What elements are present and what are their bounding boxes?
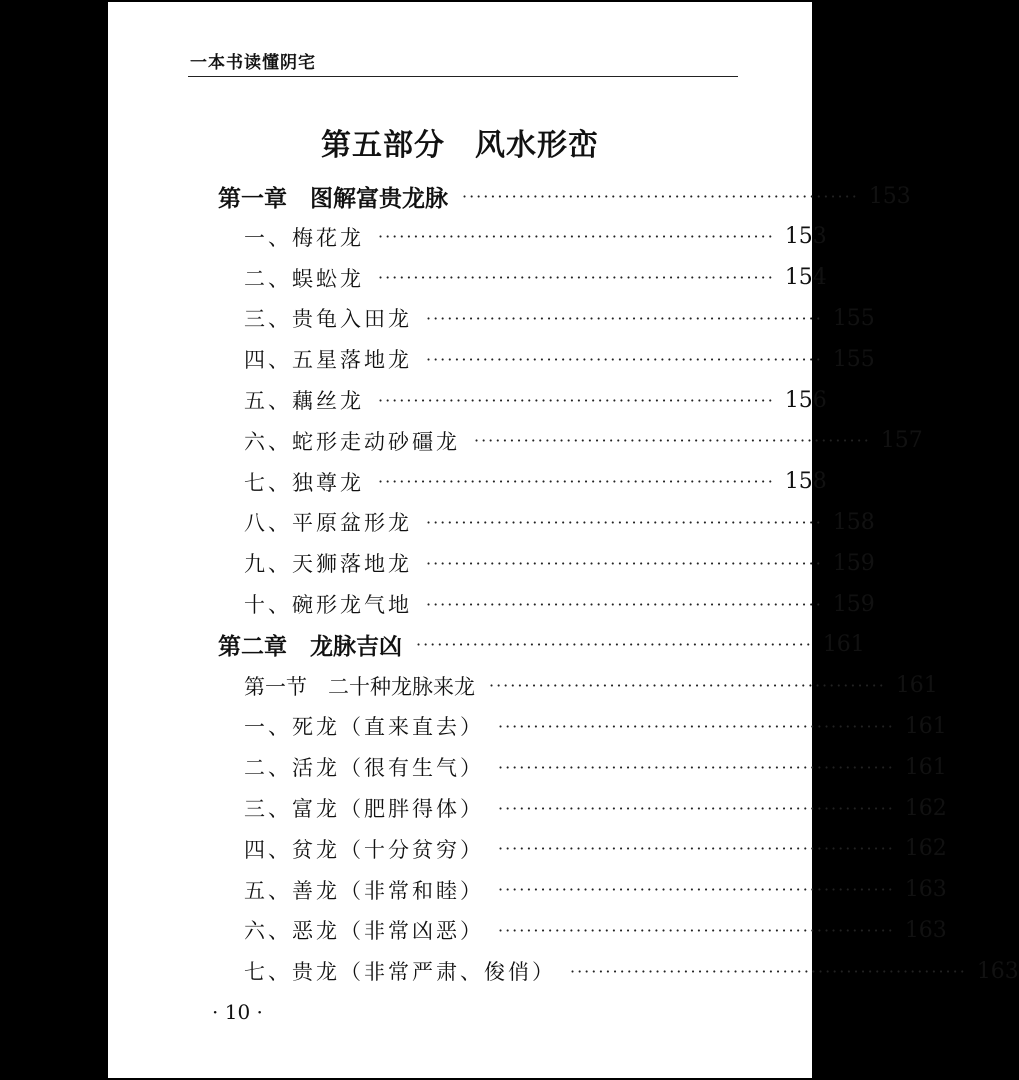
dot-leader: ························································ (426, 349, 823, 369)
toc-entry-page: 161 (895, 673, 938, 699)
toc-entry (244, 339, 875, 379)
dot-leader: ························································ (378, 472, 775, 492)
toc-entry (218, 625, 865, 665)
toc-entry-page: 153 (784, 224, 827, 250)
toc-entry-page: 159 (832, 550, 875, 576)
toc-entry (244, 706, 947, 746)
toc-entry-page: 162 (904, 795, 947, 821)
dot-leader: ························································ (426, 553, 823, 573)
dot-leader: ························································ (570, 961, 967, 981)
toc-entry (244, 462, 827, 502)
toc-entry-label: 二、活龙（很有生气） (244, 756, 484, 781)
dot-leader: ························································ (416, 635, 813, 655)
toc-entry-page: 153 (868, 183, 911, 209)
page-number: · 10 · (212, 1000, 263, 1024)
toc-entry-label: 九、天狮落地龙 (244, 552, 412, 577)
toc-entry-label: 七、独尊龙 (244, 470, 364, 495)
dot-leader: ························································ (474, 431, 871, 451)
toc-entry (244, 788, 947, 828)
dot-leader: ························································ (426, 594, 823, 614)
toc-entry-label: 一、死龙（直来直去） (244, 715, 484, 740)
toc-entry-label: 八、平原盆形龙 (244, 511, 412, 536)
toc-entry-page: 156 (784, 387, 827, 413)
toc-entry-page: 162 (904, 836, 947, 862)
toc-entry (244, 666, 938, 706)
dot-leader: ························································ (462, 186, 859, 206)
toc-entry-label: 二、蜈蚣龙 (244, 266, 364, 291)
toc-entry-label: 五、善龙（非常和睦） (244, 878, 484, 903)
header-rule (188, 76, 738, 77)
toc-entry-page: 158 (784, 469, 827, 495)
toc-entry-page: 163 (904, 877, 947, 903)
toc-entry-label: 第一节 二十种龙脉来龙 (244, 674, 475, 699)
toc-entry-label: 四、五星落地龙 (244, 348, 412, 373)
toc-entry (244, 217, 827, 257)
dot-leader: ························································ (498, 798, 895, 818)
toc-entry-page: 158 (832, 509, 875, 535)
dot-leader: ························································ (426, 512, 823, 532)
toc-entry-label: 三、贵龟入田龙 (244, 307, 412, 332)
toc-entry (244, 870, 947, 910)
toc-entry (244, 543, 875, 583)
toc-entry-page: 157 (880, 428, 923, 454)
toc-entry (244, 951, 1019, 991)
dot-leader: ························································ (378, 390, 775, 410)
toc-entry-page: 154 (784, 265, 827, 291)
toc-entry-page: 161 (904, 754, 947, 780)
running-head: 一本书读懂阴宅 (190, 53, 316, 73)
dot-leader: ························································ (498, 920, 895, 940)
toc-entry-page: 163 (904, 917, 947, 943)
dot-leader: ························································ (489, 676, 886, 696)
part-title (108, 120, 812, 164)
dot-leader: ························································ (498, 716, 895, 736)
dot-leader: ························································ (498, 757, 895, 777)
toc-entry-page: 163 (976, 958, 1019, 984)
toc-entry-label: 七、贵龙（非常严肃、俊俏） (244, 960, 556, 985)
toc-entry-label: 第二章 龙脉吉凶 (218, 634, 402, 661)
toc-entry (244, 829, 947, 869)
dot-leader: ························································ (426, 308, 823, 328)
dot-leader: ························································ (378, 227, 775, 247)
toc-entry-page: 159 (832, 591, 875, 617)
dot-leader: ························································ (378, 268, 775, 288)
toc-entry (244, 584, 875, 624)
toc-entry (244, 910, 947, 950)
toc-entry-page: 161 (904, 713, 947, 739)
toc-entry (244, 380, 827, 420)
toc-entry-label: 六、蛇形走动砂礓龙 (244, 429, 460, 454)
toc-entry (244, 502, 875, 542)
toc-entry-label: 五、藕丝龙 (244, 389, 364, 413)
dot-leader: ························································ (498, 839, 895, 859)
toc-entry-label: 一、梅花龙 (244, 225, 364, 250)
toc-entry-label: 六、恶龙（非常凶恶） (244, 919, 484, 944)
toc-entry-page: 161 (822, 632, 865, 658)
toc-entry-page: 155 (832, 346, 875, 372)
toc-entry (244, 258, 827, 298)
toc-entry-page: 155 (832, 305, 875, 331)
toc-entry (218, 176, 911, 216)
part-number: 第五部分 (321, 128, 445, 163)
toc-entry-label: 十、碗形龙气地 (244, 593, 412, 617)
toc-entry (244, 298, 875, 338)
dot-leader: ························································ (498, 880, 895, 900)
book-page (108, 2, 1019, 1078)
toc-entry (244, 421, 923, 461)
toc-entry-label: 第一章 图解富贵龙脉 (218, 185, 448, 212)
part-name: 风水形峦 (475, 128, 599, 163)
toc-entry (244, 747, 947, 787)
toc-entry-label: 四、贫龙（十分贫穷） (244, 837, 484, 862)
toc-entry-label: 三、富龙（肥胖得体） (244, 797, 484, 821)
